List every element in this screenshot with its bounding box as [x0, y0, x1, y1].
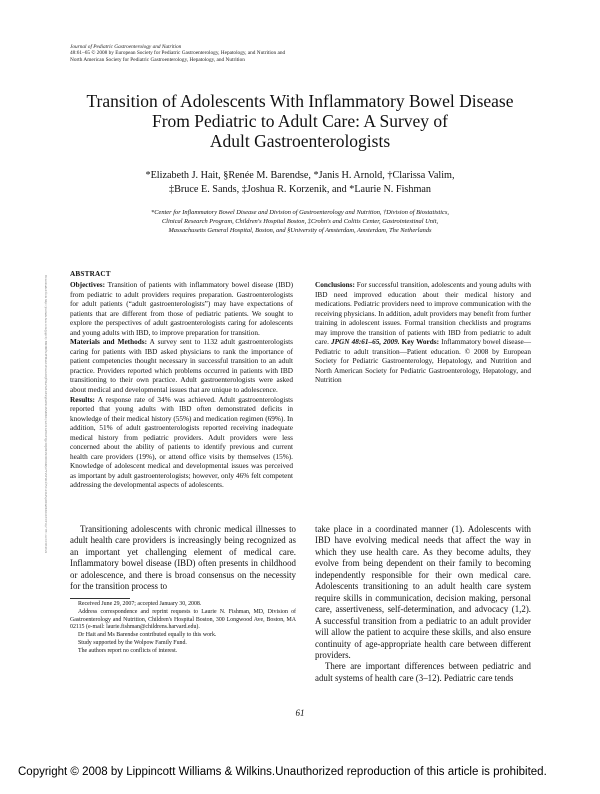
- abstract-methods: [70, 338, 293, 395]
- body-left-column: [70, 524, 296, 594]
- body-paragraph-3: There are important differences between pediatric and adult systems of health care (3–12). Pediatric care tends: [315, 661, 531, 683]
- footnote-conflict: The authors report no conflicts of interest.: [78, 647, 178, 654]
- body-right-column: [315, 524, 531, 689]
- objectives-text: Transition of patients with inflammatory bowel disease (IBD) from pediatric to adult providers requires preparation. Gastroenterologists for adult patients (“adult gastroenterologists”) may have expectations of patients that are different from those of pediatric patients. We sought to explore the perspectives of adult gastroenterologists caring for adolescents and young adults with IBD, to improve preparation for transition.: [70, 281, 293, 337]
- citation: JPGN 48:61–65, 2009.: [330, 338, 400, 347]
- footnote-support: Study supported by the Wolpow Family Fund.: [78, 639, 187, 646]
- objectives-label: Objectives:: [70, 281, 106, 289]
- methods-text: A survey sent to 1132 adult gastroenterologists caring for patients with IBD asked physicians to rank the importance of patient competencies thought necessary in successful transition to an adult practice. Providers reported which problems occurred in patients with IBD transitioning to their own practice. Adult gastroenterologists were asked about medical and developmental issues that are unique to adolescence.: [70, 338, 293, 395]
- abstract-conclusions: [315, 281, 531, 386]
- affiliations: [80, 208, 520, 236]
- side-note-text: Downloaded from http://journals.lww.com/jpgn by BhDMf5ePHKav1zEoum1tQfN4a+kJLhEZgbsIHo4XMi0hCywCX1AWnYQp/IlQrHD3i3D0OdRyi7TvSFl4Cf3VC4/OAVpDDa8KKGKV0Ymy+78= on 03/08/2024: [44, 275, 48, 554]
- footnote-received: Received June 29, 2007; accepted January 30, 2008.: [78, 601, 202, 607]
- conclusions-label: Conclusions:: [315, 281, 355, 289]
- authors-line-1: *Elizabeth J. Hait, §Renée M. Barendse, *Janis H. Arnold, †Clarissa Valim,: [145, 170, 455, 181]
- author-list: [90, 169, 510, 196]
- journal-name: Journal of Pediatric Gastroenterology and Nutrition: [70, 44, 182, 50]
- affiliation-line-3: Massachusetts General Hospital, Boston, and §University of Amsterdam, Amsterdam, The Netherlands: [168, 227, 432, 235]
- results-label: Results:: [70, 395, 95, 404]
- footnotes: [70, 601, 296, 656]
- journal-citation-line: 48:61–65 © 2008 by European Society for Pediatric Gastroenterology, Hepatology, and Nutrition and: [70, 50, 286, 57]
- body-paragraph-2: take place in a coordinated manner (1). Adolescents with IBD have evolving medical needs that affect the way in which they use health care. As they become adults, they evolve from being dependent on their family to becoming independently responsible for their own medical care. Adolescents transitioning to an adult health care system require skills in communication, decision making, personal care, assertiveness, self-determination, and advocacy (1,2). A successful transition from a pediatric to an adult provider will allow the patient to acquire these skills, and also ensure continuity of age-appropriate health care between different providers.: [315, 524, 531, 660]
- footnote-divider: [70, 598, 130, 599]
- abstract-objectives: [70, 281, 293, 338]
- methods-label: Materials and Methods:: [70, 338, 147, 347]
- journal-society-line: North American Society for Pediatric Gastroenterology, Hepatology, and Nutrition: [70, 56, 245, 63]
- title-line-3: Adult Gastroenterologists: [209, 131, 391, 151]
- abstract-heading: ABSTRACT: [70, 270, 111, 278]
- title-line-1: Transition of Adolescents With Inflammatory Bowel Disease: [86, 91, 514, 111]
- authors-line-2: ‡Bruce E. Sands, ‡Joshua R. Korzenik, and *Laurie N. Fishman: [169, 183, 431, 195]
- title-line-2: From Pediatric to Adult Care: A Survey of: [151, 111, 448, 131]
- abstract-results: [70, 396, 293, 491]
- affiliation-line-1: *Center for Inflammatory Bowel Disease and Division of Gastroenterology and Nutrition, †Division of Biostatistics,: [151, 209, 449, 216]
- article-title: [60, 91, 540, 151]
- abstract-right-column: [315, 281, 531, 496]
- keywords-text: Inflammatory bowel disease—Pediatric to adult transition—Patient education. © 2008 by European Society for Pediatric Gastroenterology, Hepatology, and Nutrition and North American Society for Pediatric Gastroenterology, Hepatology, and Nutrition: [315, 338, 532, 385]
- affiliation-line-2: Clinical Research Program, Children's Hospital Boston, ‡Crohn's and Colitis Center, Gastrointestinal Unit,: [161, 218, 439, 226]
- body-paragraph-1: Transitioning adolescents with chronic medical illnesses to adult health care providers is increasingly being recognized as an important yet challenging element of medical care. Inflammatory bowel disease (IBD) often presents in childhood or adolescence, and there is broad consensus on the necessity for the transition process to: [70, 524, 296, 592]
- page-number: 61: [295, 708, 305, 718]
- keywords-label: Key Words:: [401, 338, 440, 347]
- download-side-note: [44, 275, 58, 575]
- journal-header: [70, 44, 390, 63]
- results-text: A response rate of 34% was achieved. Adult gastroenterologists reported that young adults with IBD often demonstrated deficits in knowledge of their medical history (55%) and medication regimen (69%). In addition, 51% of adult gastroenterologists reported receiving inadequate medical history from pediatric providers. Adult providers were less concerned about the ability of patients to identify previous and current health care providers (19%), or attend office visits by themselves (15%). Knowledge of adolescent medical and developmental issues was perceived as important by adult gastroenterologists; however, only 46% felt competent addressing the developmental aspects of adolescents.: [70, 395, 293, 490]
- abstract-left-column: [70, 281, 293, 490]
- footnote-correspondence: Address correspondence and reprint requests to Laurie N. Fishman, MD, Division of Gastroenterology and Nutrition, Children's Hospital Boston, 300 Longwood Ave, Boston, MA 02115 (e-mail: laurie.fishman@childrens.harvard.edu).: [70, 608, 296, 631]
- copyright-banner: Copyright © 2008 by Lippincott Williams & Wilkins.Unauthorized reproduction of this article is prohibited.: [18, 766, 547, 778]
- conclusions-text: For successful transition, adolescents and young adults with IBD need improved education about their medical history and medications. Pediatric providers need to improve communication with the receiving physicians. In addition, adult providers may benefit from further training in adolescent issues. Formal transition checklists and programs may improve the transition of patients with IBD from pediatric to adult care.: [315, 281, 531, 347]
- footnote-equal-contribution: Dr Hait and Ms Barendse contributed equally to this work.: [78, 632, 217, 639]
